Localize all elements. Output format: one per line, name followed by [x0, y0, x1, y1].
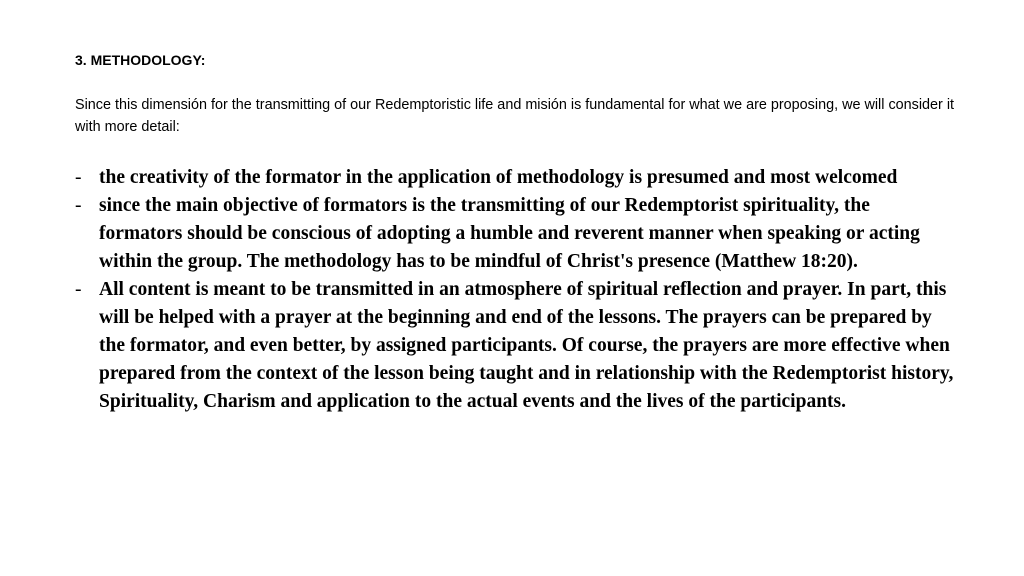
- bullet-item: [75, 164, 955, 192]
- bullet-text: All content is meant to be transmitted in an atmosphere of spiritual reflection and prayer. In part, this will be helped with a prayer at the beginning and end of the lessons. The prayers can be prepared by the formator, and even better, by assigned participants. Of course, the prayers are more effective when prepared from the context of the lesson being taught and in relationship with the Redemptorist history, Spirituality, Charism and application to the actual events and the lives of the participants.: [99, 279, 954, 412]
- bullet-text: the creativity of the formator in the application of methodology is presumed and most welcomed: [99, 167, 898, 188]
- intro-paragraph: Since this dimensión for the transmitting of our Redemptoristic life and misión is fundamental for what we are proposing, we will consider it with more detail:: [75, 97, 955, 135]
- bullet-marker: -: [75, 195, 82, 216]
- bullet-item: [75, 276, 955, 416]
- bullet-marker: -: [75, 279, 82, 300]
- bullet-marker: -: [75, 167, 82, 188]
- bullet-list: [75, 164, 955, 416]
- bullet-text: since the main objective of formators is the transmitting of our Redemptorist spirituality, the formators should be conscious of adopting a humble and reverent manner when speaking or acting within the group. The methodology has to be mindful of Christ's presence (Matthew 18:20).: [99, 195, 920, 272]
- bullet-item: [75, 192, 955, 276]
- section-heading: 3. METHODOLOGY:: [75, 52, 206, 68]
